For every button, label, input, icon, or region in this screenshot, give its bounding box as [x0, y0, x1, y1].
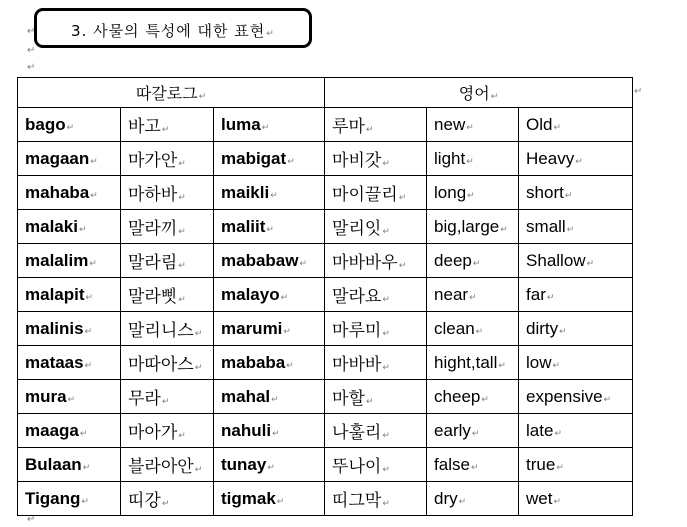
- cell-mark: ↵: [81, 495, 89, 506]
- english-word: near: [434, 284, 469, 304]
- tagalog-word-cell: [18, 312, 121, 346]
- cell-mark: ↵: [398, 193, 407, 203]
- cell-mark: ↵: [82, 461, 91, 472]
- tagalog-word-cell: [214, 244, 325, 278]
- cell-mark: ↵: [67, 393, 76, 404]
- korean-reading: 바고: [128, 117, 161, 137]
- korean-reading: 띠그막: [332, 491, 382, 511]
- korean-reading: 말라요: [332, 287, 382, 307]
- tagalog-word-cell: [18, 448, 121, 482]
- tagalog-word: bago: [25, 114, 66, 134]
- english-word: late: [526, 420, 554, 440]
- tagalog-word-cell: [214, 380, 325, 414]
- korean-reading: 마하바: [128, 185, 178, 205]
- table-row: [18, 346, 633, 380]
- english-word: long: [434, 182, 467, 202]
- tagalog-word: mahaba: [25, 182, 90, 202]
- tagalog-word-cell: [18, 346, 121, 380]
- tagalog-word-cell: [214, 278, 325, 312]
- korean-reading: 마가안: [128, 151, 178, 171]
- cell-mark: ↵: [271, 393, 279, 404]
- korean-reading-cell: [325, 380, 427, 414]
- cell-mark: ↵: [66, 121, 75, 132]
- korean-reading: 뚜나이: [332, 457, 382, 477]
- korean-reading-cell: [121, 244, 214, 278]
- korean-reading: 마이끌리: [332, 185, 398, 205]
- cell-mark: ↵: [89, 257, 97, 268]
- english-word: dirty: [526, 318, 559, 338]
- header-english: 영어↵: [325, 78, 633, 108]
- cell-mark: ↵: [365, 125, 374, 135]
- tagalog-word-cell: [214, 482, 325, 516]
- english-word-cell: [519, 142, 633, 176]
- vocabulary-table: [17, 77, 633, 516]
- korean-reading-cell: [121, 482, 214, 516]
- table-row: [18, 448, 633, 482]
- cell-mark: ↵: [382, 159, 390, 169]
- cell-mark: ↵: [365, 397, 374, 407]
- tagalog-word-cell: [214, 108, 325, 142]
- cell-mark: ↵: [559, 325, 567, 336]
- korean-reading-cell: [325, 142, 427, 176]
- english-word-cell: [519, 108, 633, 142]
- table-row: [18, 108, 633, 142]
- cell-mark: ↵: [458, 495, 467, 506]
- korean-reading: 루마: [332, 117, 365, 137]
- korean-reading: 말라삣: [128, 287, 178, 307]
- korean-reading-cell: [121, 142, 214, 176]
- korean-reading-cell: [325, 346, 427, 380]
- cell-mark: ↵: [85, 291, 94, 302]
- table-row: [18, 176, 633, 210]
- cell-mark: ↵: [566, 223, 575, 234]
- tagalog-word-cell: [214, 448, 325, 482]
- cell-mark: ↵: [498, 359, 506, 370]
- english-word: wet: [526, 488, 553, 508]
- cell-mark: ↵: [382, 499, 390, 509]
- tagalog-word: mababa: [221, 352, 286, 372]
- korean-reading-cell: [121, 176, 214, 210]
- korean-reading-cell: [325, 312, 427, 346]
- korean-reading: 마바바우: [332, 253, 398, 273]
- tagalog-word-cell: [18, 380, 121, 414]
- english-word: Heavy: [526, 148, 575, 168]
- cell-mark: ↵: [382, 465, 390, 475]
- english-word: big,large: [434, 216, 500, 236]
- english-word: short: [526, 182, 564, 202]
- table-row: [18, 482, 633, 516]
- korean-reading: 마바바: [332, 355, 382, 375]
- cell-mark: ↵: [178, 227, 186, 237]
- cell-mark: ↵: [564, 189, 573, 200]
- cell-mark: ↵: [161, 125, 170, 135]
- cell-mark: ↵: [161, 499, 170, 509]
- korean-reading-cell: [121, 380, 214, 414]
- korean-reading-cell: [121, 312, 214, 346]
- paragraph-mark: ↵: [27, 45, 36, 56]
- english-word-cell: [519, 380, 633, 414]
- cell-mark: ↵: [286, 359, 294, 370]
- cell-mark: ↵: [546, 291, 555, 302]
- tagalog-word: maikli: [221, 182, 270, 202]
- tagalog-word-cell: [214, 176, 325, 210]
- cell-mark: ↵: [553, 495, 562, 506]
- korean-reading-cell: [325, 108, 427, 142]
- english-word: Shallow: [526, 250, 586, 270]
- tagalog-word-cell: [18, 482, 121, 516]
- tagalog-word-cell: [214, 312, 325, 346]
- cell-mark: ↵: [90, 155, 98, 166]
- english-word: small: [526, 216, 566, 236]
- english-word-cell: [427, 380, 519, 414]
- korean-reading: 마아가: [128, 423, 178, 443]
- tagalog-word: tigmak: [221, 488, 276, 508]
- tagalog-word: Tigang: [25, 488, 81, 508]
- paragraph-mark: ↵: [27, 514, 36, 525]
- cell-mark: ↵: [466, 155, 474, 166]
- english-word-cell: [427, 142, 519, 176]
- tagalog-word: malinis: [25, 318, 84, 338]
- paragraph-mark: ↵: [27, 26, 36, 37]
- cell-mark: ↵: [471, 427, 480, 438]
- english-word-cell: [427, 448, 519, 482]
- english-word: light: [434, 148, 466, 168]
- english-word-cell: [519, 176, 633, 210]
- korean-reading-cell: [325, 210, 427, 244]
- english-word-cell: [519, 346, 633, 380]
- english-word-cell: [427, 108, 519, 142]
- korean-reading: 무라: [128, 389, 161, 409]
- english-word-cell: [519, 414, 633, 448]
- table-row: [18, 244, 633, 278]
- english-word-cell: [427, 312, 519, 346]
- tagalog-word: maaga: [25, 420, 79, 440]
- tagalog-word-cell: [214, 142, 325, 176]
- row-end-mark: ↵: [634, 86, 643, 97]
- cell-mark: ↵: [575, 155, 583, 166]
- cell-mark: ↵: [475, 325, 484, 336]
- english-word-cell: [519, 312, 633, 346]
- table-row: [18, 312, 633, 346]
- page-title: 3. 사물의 특성에 대한 표현↵: [71, 22, 275, 40]
- english-word-cell: [427, 414, 519, 448]
- english-word: false: [434, 454, 470, 474]
- korean-reading: 말리니스: [128, 321, 194, 341]
- cell-mark: ↵: [178, 159, 186, 169]
- english-word-cell: [427, 278, 519, 312]
- korean-reading-cell: [121, 448, 214, 482]
- korean-reading: 마할: [332, 389, 365, 409]
- korean-reading: 나훌리: [332, 423, 382, 443]
- tagalog-word: malapit: [25, 284, 85, 304]
- korean-reading: 말라림: [128, 253, 178, 273]
- english-word: true: [526, 454, 556, 474]
- korean-reading-cell: [121, 278, 214, 312]
- cell-mark: ↵: [178, 193, 186, 203]
- tagalog-word-cell: [18, 278, 121, 312]
- cell-mark: ↵: [552, 359, 561, 370]
- korean-reading: 블라아안: [128, 457, 194, 477]
- cell-mark: ↵: [553, 121, 562, 132]
- cell-mark: ↵: [161, 397, 170, 407]
- cell-mark: ↵: [382, 295, 390, 305]
- cell-mark: ↵: [266, 223, 274, 234]
- english-word-cell: [519, 210, 633, 244]
- cell-mark: ↵: [270, 189, 278, 200]
- cell-mark: ↵: [382, 363, 390, 373]
- tagalog-word: mura: [25, 386, 67, 406]
- korean-reading-cell: [325, 414, 427, 448]
- tagalog-word-cell: [18, 244, 121, 278]
- tagalog-word: magaan: [25, 148, 90, 168]
- tagalog-word-cell: [18, 210, 121, 244]
- korean-reading-cell: [121, 346, 214, 380]
- tagalog-word: mahal: [221, 386, 271, 406]
- cell-mark: ↵: [272, 427, 280, 438]
- korean-reading-cell: [325, 278, 427, 312]
- english-word: far: [526, 284, 546, 304]
- cell-mark: ↵: [287, 155, 295, 166]
- english-word-cell: [427, 346, 519, 380]
- english-word-cell: [427, 244, 519, 278]
- table-row: [18, 142, 633, 176]
- english-word: dry: [434, 488, 458, 508]
- english-word-cell: [519, 448, 633, 482]
- english-word: cheep: [434, 386, 481, 406]
- korean-reading-cell: [325, 482, 427, 516]
- cell-mark: ↵: [603, 393, 612, 404]
- cell-mark: ↵: [469, 291, 477, 302]
- cell-mark: ↵: [261, 121, 270, 132]
- korean-reading-cell: [325, 448, 427, 482]
- table-row: [18, 380, 633, 414]
- cell-mark: ↵: [470, 461, 479, 472]
- cell-mark: ↵: [90, 189, 98, 200]
- cell-mark: ↵: [194, 465, 203, 475]
- cell-mark: ↵: [472, 257, 481, 268]
- cell-mark: ↵: [382, 329, 390, 339]
- table-row: [18, 414, 633, 448]
- table-row: [18, 278, 633, 312]
- tagalog-word-cell: [18, 414, 121, 448]
- cell-mark: ↵: [178, 261, 186, 271]
- korean-reading: 말라끼: [128, 219, 178, 239]
- korean-reading-cell: [325, 176, 427, 210]
- tagalog-word: tunay: [221, 454, 267, 474]
- tagalog-word: mababaw: [221, 250, 299, 270]
- cell-mark: ↵: [84, 325, 93, 336]
- cell-mark: ↵: [398, 261, 407, 271]
- english-word: expensive: [526, 386, 603, 406]
- tagalog-word-cell: [18, 176, 121, 210]
- tagalog-word: malayo: [221, 284, 280, 304]
- cell-mark: ↵: [299, 257, 308, 268]
- tagalog-word-cell: [214, 414, 325, 448]
- cell-mark: ↵: [194, 363, 203, 373]
- cell-mark: ↵: [178, 295, 186, 305]
- table-row: [18, 210, 633, 244]
- cell-mark: ↵: [194, 329, 203, 339]
- english-word-cell: [427, 210, 519, 244]
- english-word: deep: [434, 250, 472, 270]
- english-word: new: [434, 114, 466, 134]
- cell-mark: ↵: [178, 431, 186, 441]
- cell-mark: ↵: [481, 393, 489, 404]
- tagalog-word: mabigat: [221, 148, 287, 168]
- cell-mark: ↵: [500, 223, 508, 234]
- tagalog-word-cell: [18, 142, 121, 176]
- english-word-cell: [519, 244, 633, 278]
- cell-mark: ↵: [382, 227, 390, 237]
- english-word: low: [526, 352, 552, 372]
- korean-reading: 띠강: [128, 491, 161, 511]
- cell-mark: ↵: [280, 291, 289, 302]
- tagalog-word: marumi: [221, 318, 283, 338]
- cell-mark: ↵: [84, 359, 93, 370]
- english-word-cell: [519, 482, 633, 516]
- english-word: Old: [526, 114, 553, 134]
- cell-mark: ↵: [382, 431, 390, 441]
- header-tagalog: 따갈로그↵: [18, 78, 325, 108]
- tagalog-word: maliit: [221, 216, 266, 236]
- tagalog-word: malaki: [25, 216, 78, 236]
- tagalog-word: Bulaan: [25, 454, 82, 474]
- cell-mark: ↵: [276, 495, 285, 506]
- cell-mark: ↵: [556, 461, 564, 472]
- korean-reading: 마따아스: [128, 355, 194, 375]
- english-word: hight,tall: [434, 352, 498, 372]
- korean-reading: 마비갓: [332, 151, 382, 171]
- cell-mark: ↵: [79, 427, 88, 438]
- cell-mark: ↵: [78, 223, 87, 234]
- english-word-cell: [427, 482, 519, 516]
- english-word: clean: [434, 318, 475, 338]
- tagalog-word-cell: [18, 108, 121, 142]
- tagalog-word-cell: [214, 346, 325, 380]
- paragraph-mark: ↵: [27, 62, 36, 73]
- english-word-cell: [519, 278, 633, 312]
- cell-mark: ↵: [554, 427, 562, 438]
- korean-reading: 말리잇: [332, 219, 382, 239]
- cell-mark: ↵: [586, 257, 595, 268]
- cell-mark: ↵: [467, 189, 475, 200]
- tagalog-word-cell: [214, 210, 325, 244]
- cell-mark: ↵: [267, 461, 275, 472]
- korean-reading-cell: [121, 414, 214, 448]
- english-word-cell: [427, 176, 519, 210]
- korean-reading-cell: [325, 244, 427, 278]
- tagalog-word: nahuli: [221, 420, 272, 440]
- korean-reading-cell: [121, 108, 214, 142]
- cell-mark: ↵: [283, 325, 291, 336]
- cell-mark: ↵: [466, 121, 474, 132]
- korean-reading: 마루미: [332, 321, 382, 341]
- tagalog-word: mataas: [25, 352, 84, 372]
- table-header-row: [18, 78, 633, 108]
- tagalog-word: luma: [221, 114, 261, 134]
- english-word: early: [434, 420, 471, 440]
- tagalog-word: malalim: [25, 250, 89, 270]
- korean-reading-cell: [121, 210, 214, 244]
- title-box: [34, 8, 312, 48]
